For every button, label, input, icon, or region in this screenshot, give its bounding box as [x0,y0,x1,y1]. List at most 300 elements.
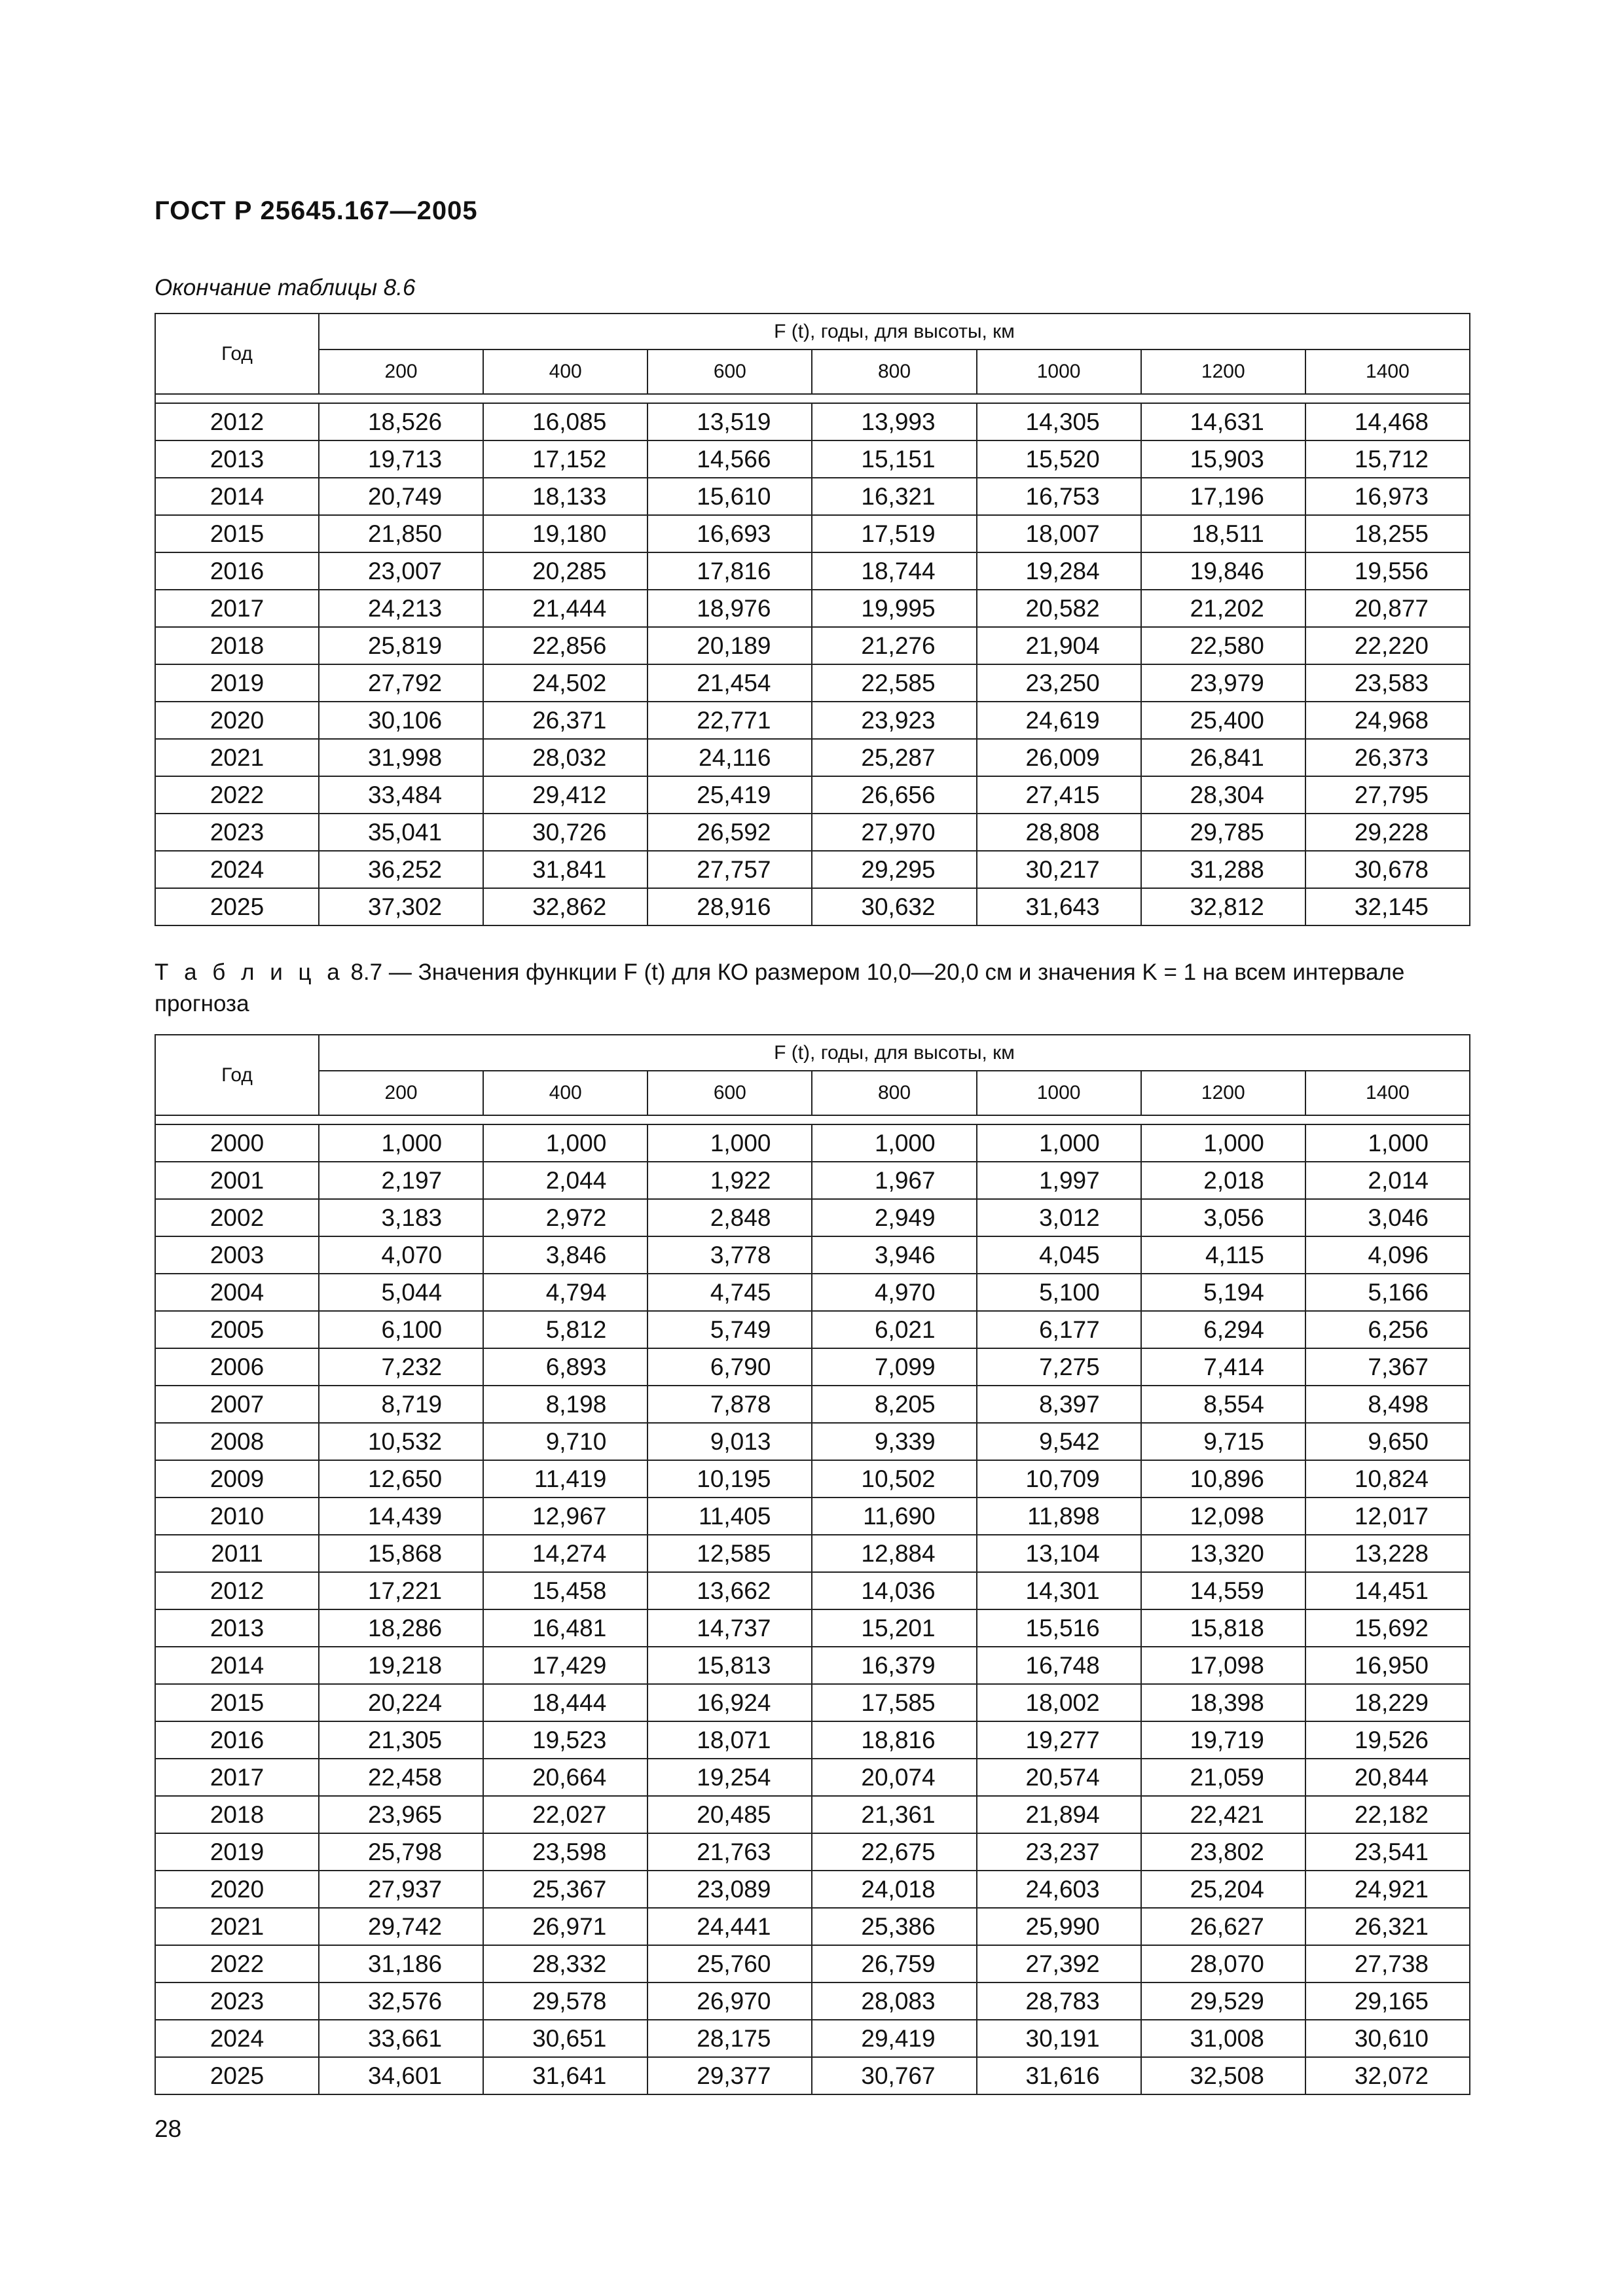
value-cell: 25,386 [812,1908,976,1945]
value-cell: 2,014 [1305,1162,1470,1199]
value-cell: 18,398 [1141,1684,1305,1721]
year-cell: 2014 [155,478,319,515]
value-cell: 25,287 [812,739,976,776]
value-cell: 24,603 [977,1871,1141,1908]
value-cell: 19,719 [1141,1721,1305,1759]
value-cell: 19,523 [483,1721,647,1759]
year-cell: 2025 [155,2057,319,2094]
value-cell: 31,288 [1141,851,1305,888]
value-cell: 29,419 [812,2020,976,2057]
value-cell: 30,678 [1305,851,1470,888]
year-cell: 2010 [155,1498,319,1535]
year-cell: 2016 [155,552,319,590]
year-cell: 2018 [155,627,319,664]
value-cell: 24,502 [483,664,647,702]
value-cell: 15,692 [1305,1609,1470,1647]
value-cell: 12,585 [647,1535,812,1572]
value-cell: 14,305 [977,403,1141,440]
value-cell: 22,771 [647,702,812,739]
year-cell: 2006 [155,1348,319,1386]
table-row [155,888,1470,925]
value-cell: 29,377 [647,2057,812,2094]
year-cell: 2013 [155,1609,319,1647]
value-cell: 10,532 [319,1423,483,1460]
value-cell: 20,189 [647,627,812,664]
value-cell: 25,367 [483,1871,647,1908]
value-cell: 3,778 [647,1236,812,1274]
value-cell: 25,760 [647,1945,812,1982]
table-row [155,1871,1470,1908]
year-column-header: Год [155,314,319,394]
year-cell: 2021 [155,1908,319,1945]
value-cell: 24,619 [977,702,1141,739]
value-cell: 22,856 [483,627,647,664]
value-cell: 25,798 [319,1833,483,1871]
table87-caption-prefix: Т а б л и ц а [155,960,344,985]
value-cell: 36,252 [319,851,483,888]
value-cell: 26,627 [1141,1908,1305,1945]
value-cell: 26,371 [483,702,647,739]
value-cell: 20,285 [483,552,647,590]
height-header: 1200 [1141,350,1305,394]
value-cell: 5,812 [483,1311,647,1348]
table-row [155,627,1470,664]
year-cell: 2016 [155,1721,319,1759]
table-row [155,1721,1470,1759]
page-number: 28 [155,2115,182,2142]
value-cell: 27,795 [1305,776,1470,814]
value-cell: 17,816 [647,552,812,590]
value-cell: 28,332 [483,1945,647,1982]
year-cell: 2012 [155,403,319,440]
value-cell: 26,373 [1305,739,1470,776]
table-row [155,1460,1470,1498]
table-row [155,1796,1470,1833]
value-cell: 33,661 [319,2020,483,2057]
value-cell: 6,294 [1141,1311,1305,1348]
value-cell: 29,529 [1141,1982,1305,2020]
value-cell: 15,201 [812,1609,976,1647]
value-cell: 15,516 [977,1609,1141,1647]
value-cell: 30,632 [812,888,976,925]
value-cell: 7,232 [319,1348,483,1386]
value-cell: 1,997 [977,1162,1141,1199]
value-cell: 32,862 [483,888,647,925]
value-cell: 31,008 [1141,2020,1305,2057]
value-cell: 18,133 [483,478,647,515]
value-cell: 37,302 [319,888,483,925]
value-cell: 16,748 [977,1647,1141,1684]
value-cell: 6,100 [319,1311,483,1348]
table-row [155,1684,1470,1721]
value-cell: 7,367 [1305,1348,1470,1386]
value-cell: 5,749 [647,1311,812,1348]
year-cell: 2018 [155,1796,319,1833]
value-cell: 4,970 [812,1274,976,1311]
value-cell: 27,970 [812,814,976,851]
value-cell: 17,585 [812,1684,976,1721]
value-cell: 27,757 [647,851,812,888]
value-cell: 9,710 [483,1423,647,1460]
table-row [155,590,1470,627]
value-cell: 18,511 [1141,515,1305,552]
table-row [155,478,1470,515]
year-cell: 2013 [155,440,319,478]
value-cell: 35,041 [319,814,483,851]
value-cell: 3,012 [977,1199,1141,1236]
value-cell: 24,213 [319,590,483,627]
value-cell: 3,183 [319,1199,483,1236]
value-cell: 32,576 [319,1982,483,2020]
value-cell: 25,400 [1141,702,1305,739]
value-cell: 10,896 [1141,1460,1305,1498]
value-cell: 18,255 [1305,515,1470,552]
value-cell: 2,949 [812,1199,976,1236]
value-cell: 10,195 [647,1460,812,1498]
value-cell: 13,104 [977,1535,1141,1572]
value-cell: 27,792 [319,664,483,702]
table87-caption-text: 8.7 — Значения функции F (t) для КО размером 10,0—20,0 см и значения K = 1 на всем интервале прогноза [155,960,1405,1016]
value-cell: 19,284 [977,552,1141,590]
table-row [155,1348,1470,1386]
value-cell: 20,877 [1305,590,1470,627]
table-row [155,1609,1470,1647]
value-cell: 23,583 [1305,664,1470,702]
value-cell: 31,616 [977,2057,1141,2094]
value-cell: 1,000 [483,1124,647,1162]
table-row [155,814,1470,851]
value-cell: 8,205 [812,1386,976,1423]
value-cell: 5,044 [319,1274,483,1311]
height-header: 600 [647,350,812,394]
value-cell: 34,601 [319,2057,483,2094]
value-cell: 19,254 [647,1759,812,1796]
value-cell: 18,526 [319,403,483,440]
value-cell: 1,000 [812,1124,976,1162]
value-cell: 16,753 [977,478,1141,515]
value-cell: 22,580 [1141,627,1305,664]
value-cell: 32,145 [1305,888,1470,925]
height-header: 1000 [977,350,1141,394]
value-cell: 1,000 [977,1124,1141,1162]
value-cell: 28,304 [1141,776,1305,814]
value-cell: 16,693 [647,515,812,552]
value-cell: 16,973 [1305,478,1470,515]
value-cell: 27,415 [977,776,1141,814]
table-row [155,739,1470,776]
value-cell: 30,217 [977,851,1141,888]
value-cell: 9,339 [812,1423,976,1460]
height-header: 1200 [1141,1071,1305,1115]
value-cell: 15,712 [1305,440,1470,478]
value-cell: 6,893 [483,1348,647,1386]
value-cell: 29,412 [483,776,647,814]
value-cell: 1,000 [319,1124,483,1162]
year-cell: 2017 [155,1759,319,1796]
value-cell: 30,191 [977,2020,1141,2057]
value-cell: 21,202 [1141,590,1305,627]
year-cell: 2020 [155,702,319,739]
year-cell: 2017 [155,590,319,627]
year-cell: 2003 [155,1236,319,1274]
value-cell: 10,502 [812,1460,976,1498]
value-cell: 23,965 [319,1796,483,1833]
value-cell: 26,841 [1141,739,1305,776]
year-cell: 2015 [155,515,319,552]
value-cell: 28,916 [647,888,812,925]
table-row [155,1199,1470,1236]
table-row [155,702,1470,739]
value-cell: 18,002 [977,1684,1141,1721]
value-cell: 29,295 [812,851,976,888]
year-cell: 2021 [155,739,319,776]
height-header: 800 [812,1071,976,1115]
value-cell: 15,868 [319,1535,483,1572]
value-cell: 7,099 [812,1348,976,1386]
value-cell: 14,468 [1305,403,1470,440]
value-cell: 2,197 [319,1162,483,1199]
height-group-header: F (t), годы, для высоты, км [319,1035,1470,1071]
table-row [155,1236,1470,1274]
value-cell: 15,818 [1141,1609,1305,1647]
value-cell: 5,100 [977,1274,1141,1311]
value-cell: 23,598 [483,1833,647,1871]
document-header: ГОСТ Р 25645.167—2005 [155,196,478,225]
year-cell: 2004 [155,1274,319,1311]
value-cell: 15,813 [647,1647,812,1684]
value-cell: 17,098 [1141,1647,1305,1684]
value-cell: 5,166 [1305,1274,1470,1311]
value-cell: 21,059 [1141,1759,1305,1796]
value-cell: 15,151 [812,440,976,478]
value-cell: 14,451 [1305,1572,1470,1609]
value-cell: 26,321 [1305,1908,1470,1945]
value-cell: 23,923 [812,702,976,739]
year-cell: 2022 [155,1945,319,1982]
value-cell: 13,519 [647,403,812,440]
value-cell: 25,204 [1141,1871,1305,1908]
value-cell: 13,993 [812,403,976,440]
value-cell: 29,165 [1305,1982,1470,2020]
value-cell: 18,071 [647,1721,812,1759]
table-row [155,552,1470,590]
value-cell: 24,116 [647,739,812,776]
table-row [155,1423,1470,1460]
height-header: 600 [647,1071,812,1115]
value-cell: 6,021 [812,1311,976,1348]
table-row [155,776,1470,814]
value-cell: 16,379 [812,1647,976,1684]
value-cell: 3,056 [1141,1199,1305,1236]
table-row [155,1386,1470,1423]
value-cell: 13,320 [1141,1535,1305,1572]
year-cell: 2005 [155,1311,319,1348]
value-cell: 31,641 [483,2057,647,2094]
year-cell: 2002 [155,1199,319,1236]
table-row [155,1908,1470,1945]
value-cell: 16,924 [647,1684,812,1721]
table-row [155,1535,1470,1572]
value-cell: 3,946 [812,1236,976,1274]
value-cell: 24,968 [1305,702,1470,739]
value-cell: 32,508 [1141,2057,1305,2094]
value-cell: 30,610 [1305,2020,1470,2057]
value-cell: 19,218 [319,1647,483,1684]
value-cell: 20,749 [319,478,483,515]
value-cell: 21,454 [647,664,812,702]
value-cell: 19,526 [1305,1721,1470,1759]
height-header: 400 [483,350,647,394]
value-cell: 4,115 [1141,1236,1305,1274]
year-column-header: Год [155,1035,319,1115]
value-cell: 26,971 [483,1908,647,1945]
year-cell: 2015 [155,1684,319,1721]
value-cell: 12,098 [1141,1498,1305,1535]
height-header: 1000 [977,1071,1141,1115]
year-cell: 2023 [155,1982,319,2020]
value-cell: 18,229 [1305,1684,1470,1721]
value-cell: 15,610 [647,478,812,515]
year-cell: 2020 [155,1871,319,1908]
value-cell: 10,824 [1305,1460,1470,1498]
table-row [155,1498,1470,1535]
table-row [155,515,1470,552]
value-cell: 11,419 [483,1460,647,1498]
value-cell: 24,921 [1305,1871,1470,1908]
value-cell: 17,221 [319,1572,483,1609]
value-cell: 19,277 [977,1721,1141,1759]
value-cell: 2,044 [483,1162,647,1199]
value-cell: 1,922 [647,1162,812,1199]
value-cell: 6,177 [977,1311,1141,1348]
year-cell: 2001 [155,1162,319,1199]
value-cell: 9,650 [1305,1423,1470,1460]
year-cell: 2008 [155,1423,319,1460]
height-group-header: F (t), годы, для высоты, км [319,314,1470,350]
year-cell: 2014 [155,1647,319,1684]
height-header: 1400 [1305,1071,1470,1115]
height-header: 400 [483,1071,647,1115]
value-cell: 17,519 [812,515,976,552]
value-cell: 20,485 [647,1796,812,1833]
header-separator [155,1115,1470,1124]
value-cell: 27,392 [977,1945,1141,1982]
value-cell: 20,664 [483,1759,647,1796]
value-cell: 4,096 [1305,1236,1470,1274]
value-cell: 16,950 [1305,1647,1470,1684]
table-row [155,1162,1470,1199]
value-cell: 21,904 [977,627,1141,664]
table-row [155,1274,1470,1311]
value-cell: 6,256 [1305,1311,1470,1348]
value-cell: 11,690 [812,1498,976,1535]
value-cell: 16,085 [483,403,647,440]
height-header: 800 [812,350,976,394]
value-cell: 17,429 [483,1647,647,1684]
value-cell: 19,995 [812,590,976,627]
value-cell: 29,228 [1305,814,1470,851]
value-cell: 21,763 [647,1833,812,1871]
value-cell: 23,979 [1141,664,1305,702]
value-cell: 28,070 [1141,1945,1305,1982]
table-row [155,851,1470,888]
table-row [155,1647,1470,1684]
value-cell: 20,074 [812,1759,976,1796]
year-cell: 2019 [155,1833,319,1871]
value-cell: 26,759 [812,1945,976,1982]
year-cell: 2024 [155,2020,319,2057]
value-cell: 19,846 [1141,552,1305,590]
table-body [155,1124,1470,2094]
value-cell: 26,009 [977,739,1141,776]
value-cell: 28,808 [977,814,1141,851]
value-cell: 20,844 [1305,1759,1470,1796]
value-cell: 21,444 [483,590,647,627]
table-body [155,403,1470,925]
value-cell: 20,224 [319,1684,483,1721]
value-cell: 28,783 [977,1982,1141,2020]
value-cell: 11,405 [647,1498,812,1535]
table-row [155,1759,1470,1796]
value-cell: 28,083 [812,1982,976,2020]
value-cell: 8,719 [319,1386,483,1423]
value-cell: 17,152 [483,440,647,478]
value-cell: 4,794 [483,1274,647,1311]
table-row [155,1833,1470,1871]
height-header: 200 [319,1071,483,1115]
table87-caption [155,957,1470,1020]
value-cell: 1,000 [1141,1124,1305,1162]
value-cell: 2,018 [1141,1162,1305,1199]
value-cell: 29,785 [1141,814,1305,851]
value-cell: 28,032 [483,739,647,776]
value-cell: 22,182 [1305,1796,1470,1833]
value-cell: 23,089 [647,1871,812,1908]
table-8-7 [155,1034,1470,2095]
value-cell: 24,018 [812,1871,976,1908]
value-cell: 22,458 [319,1759,483,1796]
value-cell: 16,321 [812,478,976,515]
value-cell: 17,196 [1141,478,1305,515]
value-cell: 22,220 [1305,627,1470,664]
value-cell: 7,878 [647,1386,812,1423]
value-cell: 9,542 [977,1423,1141,1460]
value-cell: 22,585 [812,664,976,702]
value-cell: 27,738 [1305,1945,1470,1982]
value-cell: 22,675 [812,1833,976,1871]
value-cell: 29,578 [483,1982,647,2020]
value-cell: 9,013 [647,1423,812,1460]
value-cell: 28,175 [647,2020,812,2057]
value-cell: 12,650 [319,1460,483,1498]
value-cell: 3,046 [1305,1199,1470,1236]
value-cell: 31,998 [319,739,483,776]
year-cell: 2009 [155,1460,319,1498]
value-cell: 24,441 [647,1908,812,1945]
value-cell: 30,726 [483,814,647,851]
value-cell: 8,397 [977,1386,1141,1423]
value-cell: 25,419 [647,776,812,814]
table-row [155,1311,1470,1348]
year-cell: 2023 [155,814,319,851]
value-cell: 33,484 [319,776,483,814]
height-header: 200 [319,350,483,394]
value-cell: 26,656 [812,776,976,814]
value-cell: 22,421 [1141,1796,1305,1833]
value-cell: 16,481 [483,1609,647,1647]
table-row [155,1572,1470,1609]
value-cell: 21,361 [812,1796,976,1833]
